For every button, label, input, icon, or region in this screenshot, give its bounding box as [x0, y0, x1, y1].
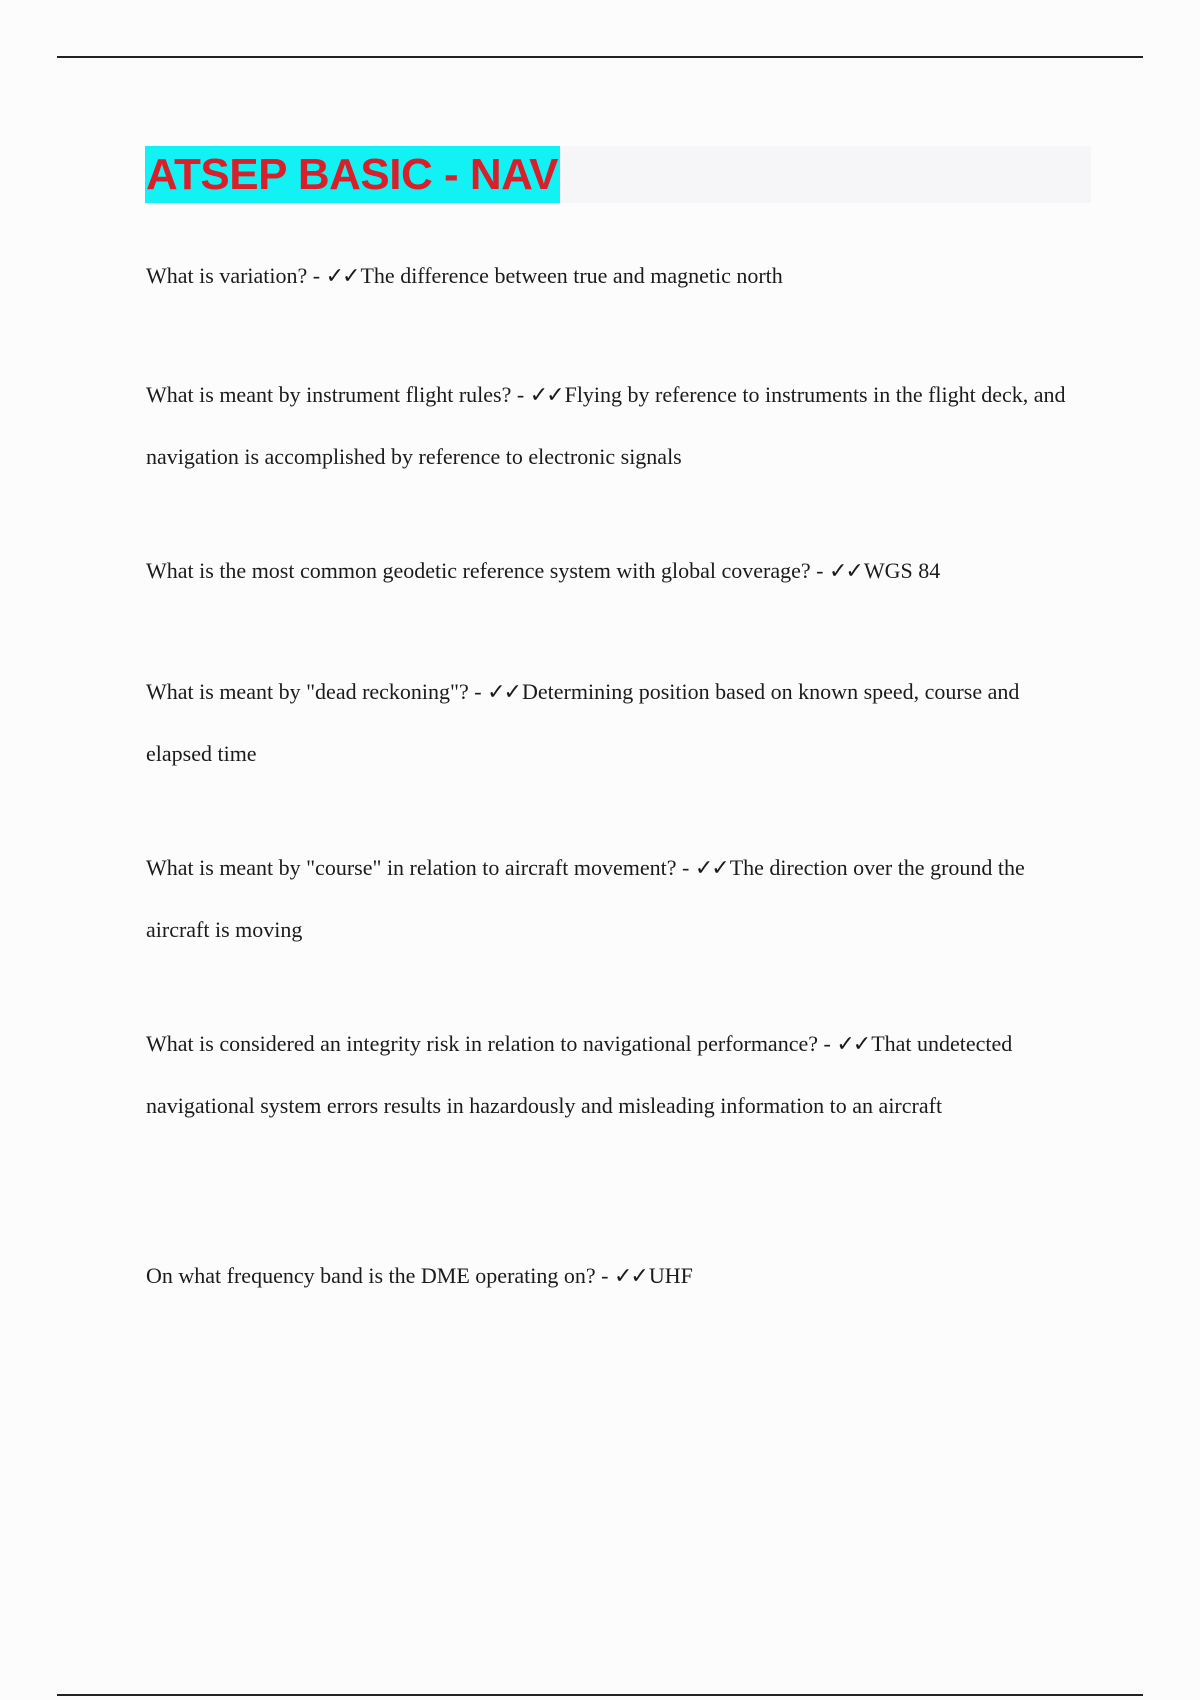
- qa-item-5: [146, 837, 1086, 960]
- qa-item-7: [146, 1245, 1086, 1307]
- qa-item-3: [146, 540, 1086, 602]
- question-text: What is meant by instrument flight rules? -: [146, 382, 530, 407]
- top-rule: [57, 56, 1143, 58]
- double-check-icon: ✓✓: [694, 856, 728, 881]
- question-text: What is meant by "dead reckoning"? -: [146, 679, 488, 704]
- answer-text: UHF: [648, 1263, 693, 1288]
- qa-item-6: [146, 1013, 1086, 1136]
- qa-item-1: [146, 245, 1086, 307]
- answer-text: The direction over the ground the aircraft is moving: [146, 855, 1025, 942]
- question-text: What is the most common geodetic reference system with global coverage? -: [146, 558, 829, 583]
- answer-text: Determining position based on known speed, course and elapsed time: [146, 679, 1020, 766]
- qa-item-2: [146, 364, 1086, 487]
- question-text: What is considered an integrity risk in relation to navigational performance? -: [146, 1031, 837, 1056]
- question-text: What is variation? -: [146, 263, 326, 288]
- bottom-rule: [57, 1694, 1143, 1696]
- answer-text: The difference between true and magnetic north: [360, 263, 783, 288]
- qa-item-4: [146, 661, 1086, 784]
- answer-text: Flying by reference to instruments in the flight deck, and navigation is accomplished by reference to electronic signals: [146, 382, 1066, 469]
- question-text: What is meant by "course" in relation to aircraft movement? -: [146, 855, 695, 880]
- double-check-icon: ✓✓: [828, 559, 862, 584]
- double-check-icon: ✓✓: [613, 1264, 647, 1289]
- answer-text: That undetected navigational system errors results in hazardously and misleading information to an aircraft: [146, 1031, 1013, 1118]
- double-check-icon: ✓✓: [529, 383, 563, 408]
- question-text: On what frequency band is the DME operating on? -: [146, 1263, 614, 1288]
- answer-text: WGS 84: [863, 558, 941, 583]
- document-title: ATSEP BASIC - NAV: [145, 146, 560, 203]
- double-check-icon: ✓✓: [836, 1032, 870, 1057]
- double-check-icon: ✓✓: [487, 680, 520, 705]
- double-check-icon: ✓✓: [325, 264, 359, 289]
